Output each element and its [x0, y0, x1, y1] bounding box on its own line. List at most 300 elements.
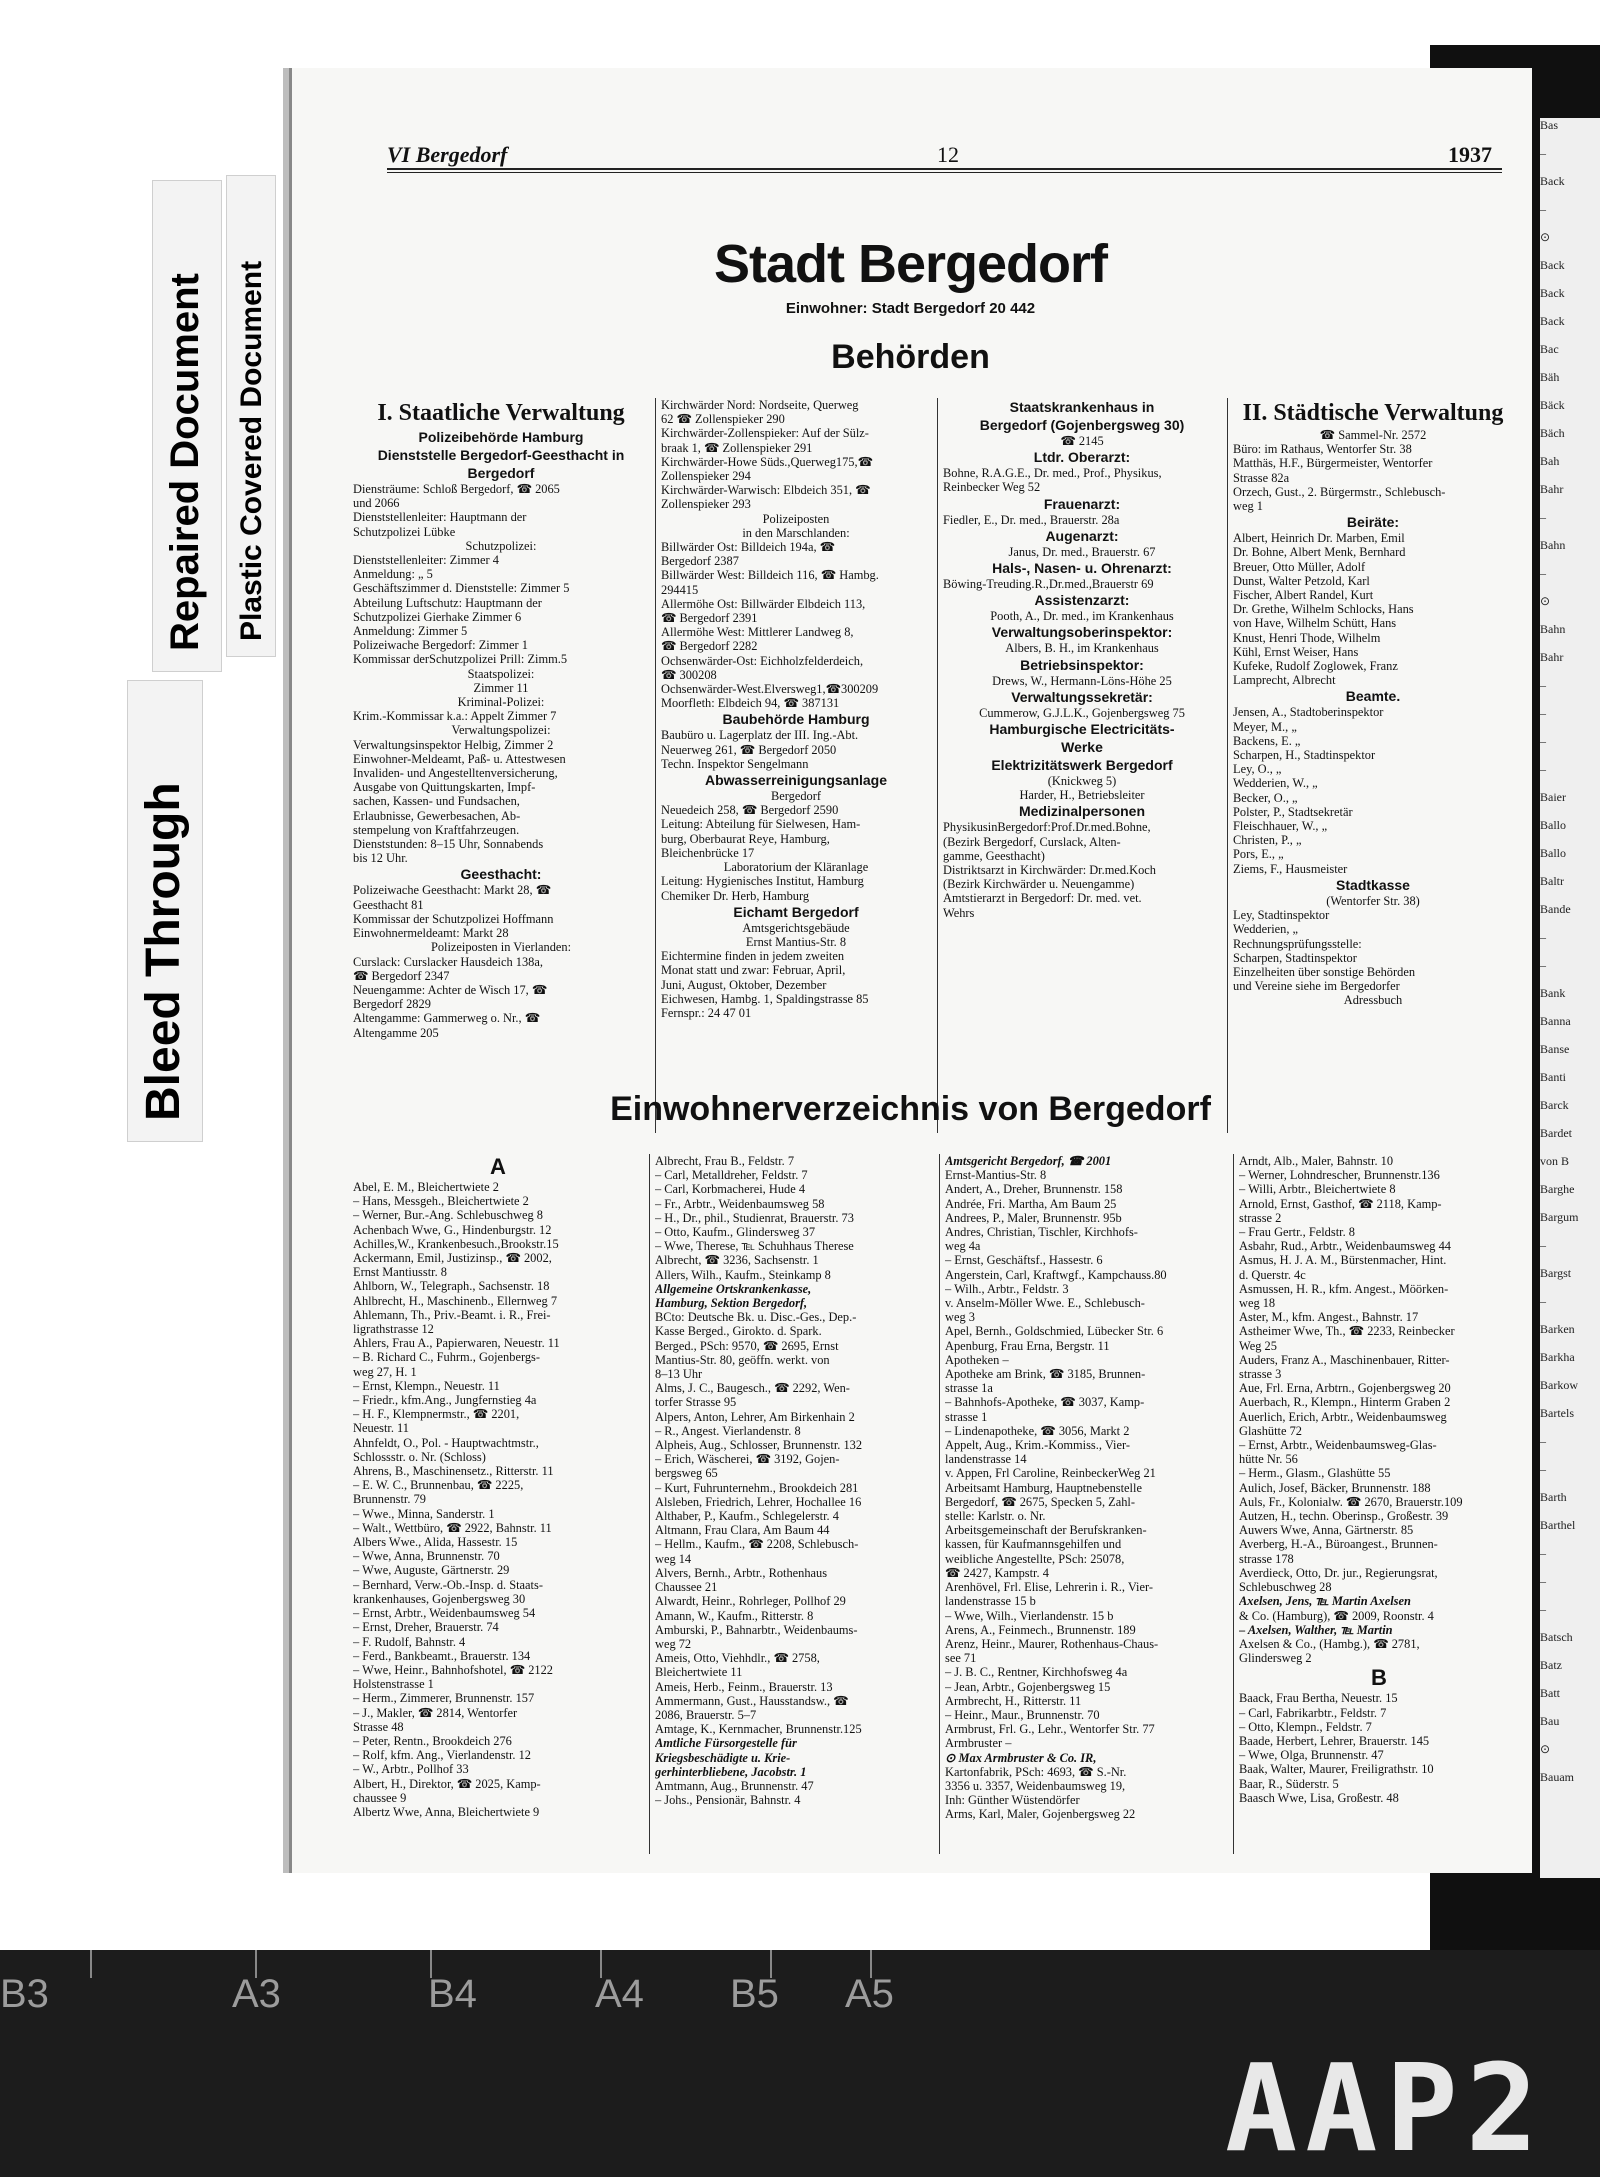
section-heading: Geesthacht: [460, 866, 542, 883]
bleed-through-text: Bleed Through [137, 782, 190, 1121]
adjacent-page-fragment: Back [1540, 286, 1565, 300]
entry-line: Dr. Bohne, Albert Menk, Bernhard [1233, 545, 1406, 560]
adjacent-page-fragment: Bargst [1540, 1266, 1572, 1280]
entry-line: Verwaltungspolizei: [451, 723, 551, 738]
entry-line: (Wentorfer Str. 38) [1326, 893, 1420, 908]
adjacent-page-fragment: Bac [1540, 342, 1559, 356]
entry-line: Lamprecht, Albrecht [1233, 673, 1336, 688]
plastic-covered-label [226, 175, 276, 657]
entry-line: Orzech, Gust., 2. Bürgermstr., Schlebusch- [1233, 484, 1446, 499]
entry-line: Billwärder West: Billdeich 116, ☎ Hambg. [661, 568, 879, 583]
entry-line: Ahlbrecht, H., Maschinenb., Ellernweg 7 [353, 1293, 558, 1308]
entry-line: – Wwe., Minna, Sanderstr. 1 [353, 1506, 495, 1521]
header-rule-2 [387, 172, 1502, 173]
entry-line: – Wwe, Heinr., Bahnhofshotel, ☎ 2122 [353, 1662, 554, 1677]
entry-line: krankenhauses, Gojenbergsweg 30 [353, 1591, 526, 1606]
entry-line: sachen, Kassen- und Fundsachen, [353, 794, 520, 809]
entry-line: Glashütte 72 [1239, 1423, 1302, 1438]
entry-line: – F. Rudolf, Bahnstr. 4 [353, 1634, 466, 1649]
adjacent-page-fragment: Ballo [1540, 846, 1566, 860]
entry-line: Aue, Frl. Erna, Arbtrn., Gojenbergsweg 20 [1239, 1381, 1451, 1396]
entry-line: – Bahnhofs-Apotheke, ☎ 3037, Kamp- [945, 1395, 1145, 1410]
entry-line: Schlebuschweg 28 [1239, 1580, 1332, 1595]
page-subtitle: Einwohner: Stadt Bergedorf 20 442 [785, 300, 1036, 317]
entry-line: Dienststunden: 8–15 Uhr, Sonnabends [353, 837, 544, 852]
entry-line: Ley, O., „ [1233, 762, 1282, 777]
entry-line: – Wwe, Wilh., Vierlandenstr. 15 b [945, 1608, 1114, 1623]
entry-line: Schutzpolizei: [465, 538, 537, 553]
entry-line: Armbruster – [945, 1736, 1012, 1751]
entry-line: Asmus, H. J. A. M., Bürstenmacher, Hint. [1239, 1253, 1447, 1268]
entry-line: Amtliche Fürsorgestelle für [655, 1736, 797, 1751]
directory-column-2 [655, 1154, 935, 1854]
entry-line: – Walt., Wettbüro, ☎ 2922, Bahnstr. 11 [353, 1520, 552, 1535]
adjacent-page-fragment: Bank [1540, 986, 1566, 1000]
entry-line: – Frau Gertr., Feldstr. 8 [1239, 1225, 1355, 1240]
entry-line: – Ernst, Arbtr., Weidenbaumsweg-Glas- [1239, 1438, 1437, 1453]
entry-line: & Co. (Hamburg), ☎ 2009, Roonstr. 4 [1239, 1608, 1434, 1623]
entry-line: – J., Makler, ☎ 2814, Wentorfer [353, 1705, 518, 1720]
entry-line: stelle: Karlstr. o. Nr. [945, 1509, 1046, 1524]
adjacent-page-fragment: Bahn [1540, 538, 1566, 552]
entry-line: – Herm., Zimmerer, Brunnenstr. 157 [353, 1691, 535, 1706]
entry-line: Rechnungsprüfungsstelle: [1233, 936, 1362, 951]
adjacent-page-fragment: – [1540, 202, 1546, 216]
entry-line: Janus, Dr. med., Brauerstr. 67 [1008, 544, 1156, 559]
entry-line: strasse 2 [1239, 1210, 1282, 1225]
entry-line: Wedderien, W., „ [1233, 776, 1318, 791]
entry-line: Leitung: Hygienisches Institut, Hamburg [661, 874, 864, 889]
entry-line: und Vereine siehe im Bergedorfer [1233, 979, 1400, 994]
entry-line: torfer Strasse 95 [655, 1395, 737, 1410]
entry-line: Techn. Inspektor Sengelmann [661, 756, 809, 771]
entry-line: Appelt, Aug., Krim.-Kommiss., Vier- [945, 1438, 1130, 1453]
entry-line: Eichtermine finden in jedem zweiten [661, 949, 845, 964]
entry-line: – Hellm., Kaufm., ☎ 2208, Schlebusch- [655, 1537, 859, 1552]
entry-line: Averdieck, Otto, Dr. jur., Regierungsrat, [1239, 1565, 1438, 1580]
entry-line: Abteilung Luftschutz: Hauptmann der [353, 595, 542, 610]
entry-line: Scharpen, Stadtinspektor [1233, 950, 1357, 965]
entry-line: Dr. Grethe, Wilhelm Schlocks, Hans [1233, 602, 1414, 617]
entry-line: Ernst-Mantius-Str. 8 [945, 1168, 1047, 1183]
entry-line: – Ernst, Arbtr., Weidenbaumsweg 54 [353, 1606, 536, 1621]
section-heading: Augenarzt: [1045, 527, 1119, 544]
adjacent-page-fragment: ⊙ [1540, 1742, 1551, 1756]
adjacent-page-fragment: Bäck [1540, 398, 1565, 412]
entry-line: Allers, Wilh., Kaufm., Steinkamp 8 [655, 1267, 831, 1282]
entry-line: landenstrasse 14 [945, 1452, 1027, 1467]
entry-line: Neuerweg 261, ☎ Bergedorf 2050 [661, 742, 837, 757]
entry-line: Jensen, A., Stadtoberinspektor [1233, 705, 1384, 720]
entry-line: – Carl, Fabrikarbtr., Feldstr. 7 [1239, 1705, 1387, 1720]
entry-line: in den Marschlanden: [742, 525, 850, 540]
entry-line: Einwohner-Meldeamt, Paß- u. Attestwesen [353, 751, 566, 766]
entry-line: burg, Oberbaurat Reye, Hamburg, [661, 831, 830, 846]
adjacent-page-fragment: ⊙ [1540, 230, 1551, 244]
entry-line: strasse 1 [945, 1409, 988, 1424]
entry-line: – Peter, Rentn., Brookdeich 276 [353, 1733, 512, 1748]
adjacent-page-fragment: Banse [1540, 1042, 1570, 1056]
adjacent-page-fragment: – [1540, 1238, 1546, 1252]
entry-line: – Otto, Kaufm., Glindersweg 37 [655, 1225, 816, 1240]
adjacent-page-fragment: Bauam [1540, 1770, 1574, 1784]
entry-line: Neuestr. 11 [353, 1421, 409, 1436]
adjacent-page-fragment: – [1540, 734, 1546, 748]
adjacent-page-fragment: Bahr [1540, 482, 1564, 496]
column-divider [937, 398, 938, 1133]
adjacent-page-fragment: Barth [1540, 1490, 1567, 1504]
entry-line: Einwohnermeldeamt: Markt 28 [353, 926, 509, 941]
entry-line: Apel, Bernh., Goldschmied, Lübecker Str. 6 [945, 1324, 1164, 1339]
entry-line: BCto: Deutsche Bk. u. Disc.-Ges., Dep.- [655, 1310, 857, 1325]
entry-line: Invaliden- und Angestelltenversicherung, [353, 766, 558, 781]
entry-line: d. Querstr. 4c [1239, 1267, 1306, 1282]
entry-line: Auerbach, R., Klempn., Hinterm Graben 2 [1239, 1395, 1451, 1410]
entry-line: weg 72 [655, 1636, 692, 1651]
entry-line: Ameis, Herb., Feinm., Brauerstr. 13 [655, 1679, 833, 1694]
entry-line: Büro: im Rathaus, Wentorfer Str. 38 [1233, 442, 1412, 457]
entry-line: weg 18 [1239, 1296, 1276, 1311]
entry-line: – Herm., Glasm., Glashütte 55 [1239, 1466, 1391, 1481]
entry-line: braak 1, ☎ Zollenspieker 291 [661, 440, 813, 455]
column-divider [655, 398, 656, 1133]
entry-line: Ammermann, Gust., Hausstandsw., ☎ [655, 1693, 849, 1708]
entry-line: Leitung: Abteilung für Sielwesen, Ham- [661, 817, 861, 832]
entry-line: Armbrust, Frl. G., Lehr., Wentorfer Str. 77 [945, 1722, 1155, 1737]
adjacent-page-fragment: Barken [1540, 1322, 1575, 1336]
section-heading: Staatskrankenhaus in [1009, 399, 1155, 415]
entry-line: Backens, E. „ [1233, 733, 1301, 748]
entry-line: Baak, Walter, Maurer, Freiligrathstr. 10 [1239, 1762, 1434, 1777]
entry-line: Andert, A., Dreher, Brunnenstr. 158 [945, 1182, 1123, 1197]
entry-line: Strasse 82a [1233, 470, 1290, 485]
entry-line: Monat statt und zwar: Februar, April, [661, 963, 846, 978]
entry-line: – B. Richard C., Fuhrm., Gojenbergs- [353, 1350, 540, 1365]
entry-line: Scharpen, H., Stadtinspektor [1233, 748, 1376, 763]
entry-line: – Lindenapotheke, ☎ 3056, Markt 2 [945, 1423, 1130, 1438]
entry-line: Glindersweg 2 [1239, 1651, 1312, 1666]
section-heading: Werke [1061, 739, 1103, 756]
entry-line: Arenz, Heinr., Maurer, Rothenhaus-Chaus- [945, 1636, 1159, 1651]
adjacent-page-fragment: ⊙ [1540, 594, 1551, 608]
entry-line: Curslack: Curslacker Hausdeich 138a, [353, 954, 543, 969]
section-heading: Dienststelle Bergedorf-Geesthacht in Bergedorf [377, 447, 625, 481]
entry-line: Auerlich, Erich, Arbtr., Weidenbaumsweg [1239, 1409, 1447, 1424]
entry-line: Ameis, Otto, Viehhdlr., ☎ 2758, [655, 1651, 820, 1666]
entry-line: PhysikusinBergedorf:Prof.Dr.med.Bohne, [943, 820, 1151, 835]
entry-line: Andres, Christian, Tischler, Kirchhofs- [945, 1225, 1138, 1240]
film-label: A4 [595, 1972, 644, 2016]
entry-line: Schlossstr. o. Nr. (Schloss) [353, 1449, 486, 1464]
entry-line: Alpers, Anton, Lehrer, Am Birkenhain 2 [655, 1409, 855, 1424]
bleed-through-label [127, 680, 203, 1142]
entry-line: weg 27, H. 1 [353, 1364, 417, 1379]
entry-line: 8–13 Uhr [655, 1367, 703, 1382]
adjacent-page-fragment: von B [1540, 1154, 1570, 1168]
column-polizeiposten [661, 398, 931, 1138]
entry-line: – Wwe, Olga, Brunnenstr. 47 [1239, 1748, 1384, 1763]
entry-line: Abel, E. M., Bleichertwiete 2 [353, 1180, 499, 1194]
entry-line: (Bezirk Kirchwärder u. Neuengamme) [943, 877, 1135, 892]
adjacent-page-fragment: Bau [1540, 1714, 1560, 1728]
entry-line: Autzen, H., techn. Oberinsp., Großestr. 39 [1239, 1509, 1449, 1524]
entry-line: Alms, J. C., Baugesch., ☎ 2292, Wen- [655, 1381, 850, 1396]
entry-line: Ziems, F., Hausmeister [1233, 861, 1348, 876]
entry-line: Amtage, K., Kernmacher, Brunnenstr.125 [655, 1722, 862, 1737]
entry-line: – Erich, Wäscherei, ☎ 3192, Gojen- [655, 1452, 840, 1467]
entry-line: Althaber, P., Kaufm., Schlegelerstr. 4 [655, 1509, 839, 1524]
entry-line: Breuer, Otto Müller, Adolf [1233, 559, 1366, 574]
entry-line: Ernst Mantius-Str. 8 [745, 934, 847, 949]
film-frame-code: AAP2 [1225, 2040, 1546, 2179]
entry-line: ☎ Bergedorf 2347 [353, 968, 450, 983]
entry-line: Averberg, H.-A., Büroangest., Brunnen- [1239, 1537, 1438, 1552]
entry-line: Apotheken – [945, 1352, 1009, 1367]
entry-line: – Ernst, Geschäftsf., Hassestr. 6 [945, 1253, 1103, 1268]
entry-line: Meyer, M., „ [1233, 719, 1297, 734]
entry-line: Asbahr, Rud., Arbtr., Weidenbaumsweg 44 [1239, 1239, 1451, 1254]
directory-column-3 [945, 1154, 1229, 1854]
entry-line: Billwärder Ost: Billdeich 194a, ☎ [661, 540, 836, 555]
entry-line: – R., Angest. Vierlandenstr. 8 [655, 1423, 801, 1438]
entry-line: Albrecht, Frau B., Feldstr. 7 [655, 1154, 795, 1168]
entry-line: Altengamme 205 [353, 1025, 439, 1040]
adjacent-page-fragment: – [1540, 958, 1546, 972]
entry-line: Albertz Wwe, Anna, Bleichertwiete 9 [353, 1804, 540, 1819]
entry-line: Achenbach Wwe, G., Hindenburgstr. 12 [353, 1222, 552, 1237]
adjacent-page-fragment: Batz [1540, 1658, 1562, 1672]
film-label: A5 [845, 1972, 894, 2016]
entry-line: (Knickweg 5) [1047, 774, 1117, 789]
entry-line: strasse 178 [1239, 1551, 1294, 1566]
entry-line: Armbrecht, H., Ritterstr. 11 [945, 1693, 1082, 1708]
adjacent-page-fragment: Barghe [1540, 1182, 1575, 1196]
entry-line: Adressbuch [1343, 993, 1403, 1008]
adjacent-page-fragment: – [1540, 1546, 1546, 1560]
scan-margin [0, 0, 268, 1950]
adjacent-page-fragment: Bäh [1540, 370, 1560, 384]
adjacent-page-fragment: Back [1540, 258, 1565, 272]
entry-line: – Rolf, kfm. Ang., Vierlandenstr. 12 [353, 1748, 531, 1763]
film-label: B4 [428, 1972, 477, 2016]
entry-line: v. Anselm-Möller Wwe. E., Schlebusch- [945, 1296, 1145, 1311]
section-heading: A [490, 1154, 506, 1179]
entry-line: Becker, O., „ [1233, 790, 1298, 805]
film-label: B3 [0, 1972, 49, 2016]
entry-line: Mantius-Str. 80, geöffn. werkt. von [655, 1352, 830, 1367]
section-heading: Verwaltungsoberinspektor: [991, 624, 1173, 641]
entry-line: Baack, Frau Bertha, Neuestr. 15 [1239, 1691, 1398, 1706]
entry-line: Baasch Wwe, Lisa, Großestr. 48 [1239, 1790, 1399, 1805]
entry-line: Zimmer 11 [473, 680, 529, 695]
entry-line: Kirchwärder-Howe Süds.,Querweg175,☎ [661, 454, 874, 469]
section-heading: Frauenarzt: [1043, 495, 1121, 512]
entry-line: Böwing-Treuding.R.,Dr.med.,Brauerstr 69 [943, 577, 1154, 592]
directory-page [283, 68, 1532, 1873]
entry-line: Ernst Mantiusstr. 8 [353, 1265, 447, 1280]
page-number: 12 [937, 142, 959, 167]
entry-line: hütte Nr. 56 [1239, 1452, 1298, 1467]
plastic-covered-text: Plastic Covered Document [235, 260, 268, 641]
entry-line: Allgemeine Ortskrankenkasse, [655, 1281, 812, 1296]
entry-line: Allermöhe West: Mittlerer Landweg 8, [661, 625, 854, 640]
entry-line: (Bezirk Bergedorf, Curslack, Alten- [943, 834, 1121, 849]
column-divider [939, 1154, 940, 1854]
adjacent-page-fragment: – [1540, 566, 1546, 580]
entry-line: Baubüro u. Lagerplatz der III. Ing.-Abt. [661, 728, 859, 743]
entry-line: Fernspr.: 24 47 01 [661, 1005, 752, 1020]
entry-line: Bergedorf, ☎ 2675, Specken 5, Zahl- [945, 1494, 1136, 1509]
section-heading: Baubehörde Hamburg [722, 711, 870, 728]
entry-line: – Ernst, Klempn., Neuestr. 11 [353, 1378, 500, 1393]
section-heading: Hals-, Nasen- u. Ohrenarzt: [992, 560, 1172, 577]
entry-line: Diensträume: Schloß Bergedorf, ☎ 2065 [353, 482, 560, 496]
entry-line: Zollenspieker 294 [661, 469, 751, 484]
entry-line: Anmeldung: „ 5 [353, 567, 433, 582]
entry-line: Alsleben, Friedrich, Lehrer, Hochallee 16 [655, 1494, 862, 1509]
entry-line: Weg 25 [1239, 1338, 1277, 1353]
adjacent-page-fragment: Barkha [1540, 1350, 1575, 1364]
entry-line: Polizeiposten in Vierlanden: [430, 940, 572, 955]
entry-line: Apotheke am Brink, ☎ 3185, Brunnen- [945, 1367, 1146, 1382]
entry-line: strasse 1a [945, 1381, 993, 1396]
entry-line: Wehrs [943, 905, 975, 920]
entry-line: Dienststellenleiter: Zimmer 4 [353, 553, 499, 568]
entry-line: weg 3 [945, 1310, 975, 1325]
entry-line: Ley, Stadtinspektor [1233, 908, 1330, 923]
entry-line: Knust, Henri Thode, Wilhelm [1233, 630, 1381, 645]
entry-line: Distriktsarzt in Kirchwärder: Dr.med.Koch [943, 863, 1156, 878]
adjacent-page-fragment: Ballo [1540, 818, 1566, 832]
entry-line: Achilles,W., Krankenbesuch.,Brookstr.15 [353, 1236, 559, 1251]
entry-line: Amtmann, Aug., Brunnenstr. 47 [655, 1778, 814, 1793]
entry-line: – Ferd., Bankbeamt., Brauerstr. 134 [353, 1648, 531, 1663]
entry-line: Schutzpolizei Gierhake Zimmer 6 [353, 609, 522, 624]
adjacent-page-fragment: – [1540, 510, 1546, 524]
entry-line: Polizeiwache Bergedorf: Zimmer 1 [353, 638, 528, 653]
entry-line: Matthäs, H.F., Bürgermeister, Wentorfer [1233, 456, 1433, 471]
entry-line: weg 14 [655, 1551, 692, 1566]
entry-line: Axelsen & Co., (Hambg.), ☎ 2781, [1239, 1636, 1420, 1651]
entry-line: Anmeldung: Zimmer 5 [353, 624, 468, 639]
entry-line: – Fr., Arbtr., Weidenbaumsweg 58 [655, 1196, 825, 1211]
section-heading: Verwaltungssekretär: [1011, 688, 1153, 705]
adjacent-page-edge [1540, 118, 1600, 1878]
entry-line: Dunst, Walter Petzold, Karl [1233, 573, 1370, 588]
entry-line: ☎ Bergedorf 2282 [661, 639, 758, 654]
entry-line: Kommissar derSchutzpolizei Prill: Zimm.5 [353, 652, 568, 667]
adjacent-page-fragment: Baier [1540, 790, 1566, 804]
entry-line: Inh: Günther Wüstendörfer [945, 1793, 1080, 1808]
entry-line: – J. B. C., Rentner, Kirchhofsweg 4a [945, 1665, 1128, 1680]
header-year: 1937 [1448, 142, 1492, 167]
entry-line: Amburski, P., Bahnarbtr., Weidenbaums- [655, 1622, 858, 1637]
entry-line: Albrecht, ☎ 3236, Sachsenstr. 1 [655, 1253, 819, 1268]
adjacent-page-fragment: Bahr [1540, 650, 1564, 664]
section-einwohnerverzeichnis: Einwohnerverzeichnis von Bergedorf [610, 1090, 1211, 1128]
entry-line: Cummerow, G.J.L.K., Gojenbergsweg 75 [979, 705, 1185, 720]
entry-line: 2086, Brauerstr. 5–7 [655, 1707, 757, 1722]
entry-line: Fischer, Albert Randel, Kurt [1233, 588, 1374, 603]
entry-line: Asmussen, H. R., kfm. Angest., Möörken- [1239, 1281, 1449, 1296]
section-heading: Assistenzarzt: [1034, 592, 1130, 609]
column-staedtische-verwaltung [1233, 398, 1513, 1138]
entry-line: – Werner, Lohndrescher, Brunnenstr.136 [1239, 1168, 1440, 1183]
entry-line: strasse 3 [1239, 1367, 1282, 1382]
entry-line: Andrée, Fri. Martha, Am Baum 25 [945, 1196, 1117, 1211]
entry-line: Kartonfabrik, PSch: 4693, ☎ S.-Nr. [945, 1764, 1127, 1779]
adjacent-page-fragment: – [1540, 1462, 1546, 1476]
section-heading: Beamte. [1345, 688, 1401, 705]
entry-line: Chemiker Dr. Herb, Hamburg [661, 888, 810, 903]
column-divider [649, 1154, 650, 1854]
repaired-document-text: Repaired Document [163, 273, 207, 651]
adjacent-page-fragment: Banti [1540, 1070, 1566, 1084]
entry-line: ☎ 2427, Kampstr. 4 [945, 1565, 1049, 1580]
column-staatliche-verwaltung [353, 398, 649, 1138]
entry-line: Arbeitsgemeinschaft der Berufskranken- [945, 1523, 1147, 1538]
adjacent-page-fragment: Bande [1540, 902, 1571, 916]
entry-line: Ochsenwärder-West.Elversweg1,☎300209 [661, 682, 879, 697]
entry-line: – E. W. C., Brunnenbau, ☎ 2225, [353, 1478, 524, 1493]
entry-line: gamme, Geesthacht) [943, 848, 1045, 863]
entry-line: Aster, M., kfm. Angest., Bahnstr. 17 [1239, 1310, 1419, 1325]
entry-line: Bergedorf [770, 789, 821, 804]
entry-line: Kirchwärder Nord: Nordseite, Querweg [661, 398, 859, 412]
entry-line: Altmann, Frau Clara, Am Baum 44 [655, 1523, 830, 1538]
entry-line: Alpheis, Aug., Schlosser, Brunnenstr. 132 [655, 1438, 863, 1453]
entry-line: Eichwesen, Hambg. 1, Spaldingstrasse 85 [661, 991, 869, 1006]
entry-line: Krim.-Kommissar k.a.: Appelt Zimmer 7 [353, 709, 557, 724]
entry-line: Albert, Heinrich Dr. Marben, Emil [1233, 531, 1405, 546]
entry-line: weg 1 [1233, 499, 1263, 514]
section-heading: Polizeibehörde Hamburg [418, 429, 584, 445]
adjacent-page-fragment: Back [1540, 314, 1565, 328]
entry-line: Arbeitsamt Hamburg, Hauptnebenstelle [945, 1480, 1142, 1495]
entry-line: Drews, W., Hermann-Löns-Höhe 25 [992, 673, 1172, 688]
entry-line: Juni, August, Oktober, Dezember [661, 977, 827, 992]
entry-line: und 2066 [353, 496, 400, 511]
entry-line: Bleichertwiete 11 [655, 1665, 743, 1680]
entry-line: – Axelsen, Walther, ℡ Martin [1239, 1622, 1393, 1637]
entry-line: Fiedler, E., Dr. med., Brauerstr. 28a [943, 512, 1120, 527]
entry-line: Neuengamme: Achter de Wisch 17, ☎ [353, 982, 548, 997]
adjacent-page-fragment: – [1540, 678, 1546, 692]
section-heading: Eichamt Bergedorf [733, 903, 859, 920]
page-header [387, 142, 1502, 166]
adjacent-page-fragment: Bahn [1540, 622, 1566, 636]
entry-line: – Johs., Pensionär, Bahnstr. 4 [655, 1793, 801, 1808]
entry-line: – Carl, Korbmacherei, Hude 4 [655, 1182, 806, 1197]
entry-line: Ahlers, Frau A., Papierwaren, Neuestr. 11 [353, 1336, 560, 1351]
entry-line: Kriegsbeschädigte u. Krie- [655, 1750, 791, 1765]
entry-line: gerhinterbliebene, Jacobstr. 1 [655, 1764, 807, 1779]
entry-line: Bohne, R.A.G.E., Dr. med., Prof., Physikus, [943, 466, 1162, 481]
entry-line: – H., Dr., phil., Studienrat, Brauerstr. 73 [655, 1210, 854, 1225]
entry-line: bis 12 Uhr. [353, 851, 408, 866]
adjacent-page-fragment: Barthel [1540, 1518, 1576, 1532]
entry-line: Harder, H., Betriebsleiter [1019, 788, 1145, 803]
entry-line: Schutzpolizei Lübke [353, 524, 456, 539]
section-heading: Betriebsinspektor: [1020, 656, 1144, 673]
entry-line: Albers, B. H., im Krankenhaus [1005, 641, 1159, 656]
section-behoerden: Behörden [831, 338, 990, 376]
entry-line: Albert, H., Direktor, ☎ 2025, Kamp- [353, 1776, 541, 1791]
entry-line: Astheimer Wwe, Th., ☎ 2233, Reinbecker [1239, 1324, 1455, 1339]
entry-line: – Ernst, Dreher, Brauerstr. 74 [353, 1620, 499, 1635]
entry-line: Amann, W., Kaufm., Ritterstr. 8 [655, 1608, 814, 1623]
entry-line: Albers Wwe., Alida, Hassestr. 15 [353, 1535, 518, 1550]
